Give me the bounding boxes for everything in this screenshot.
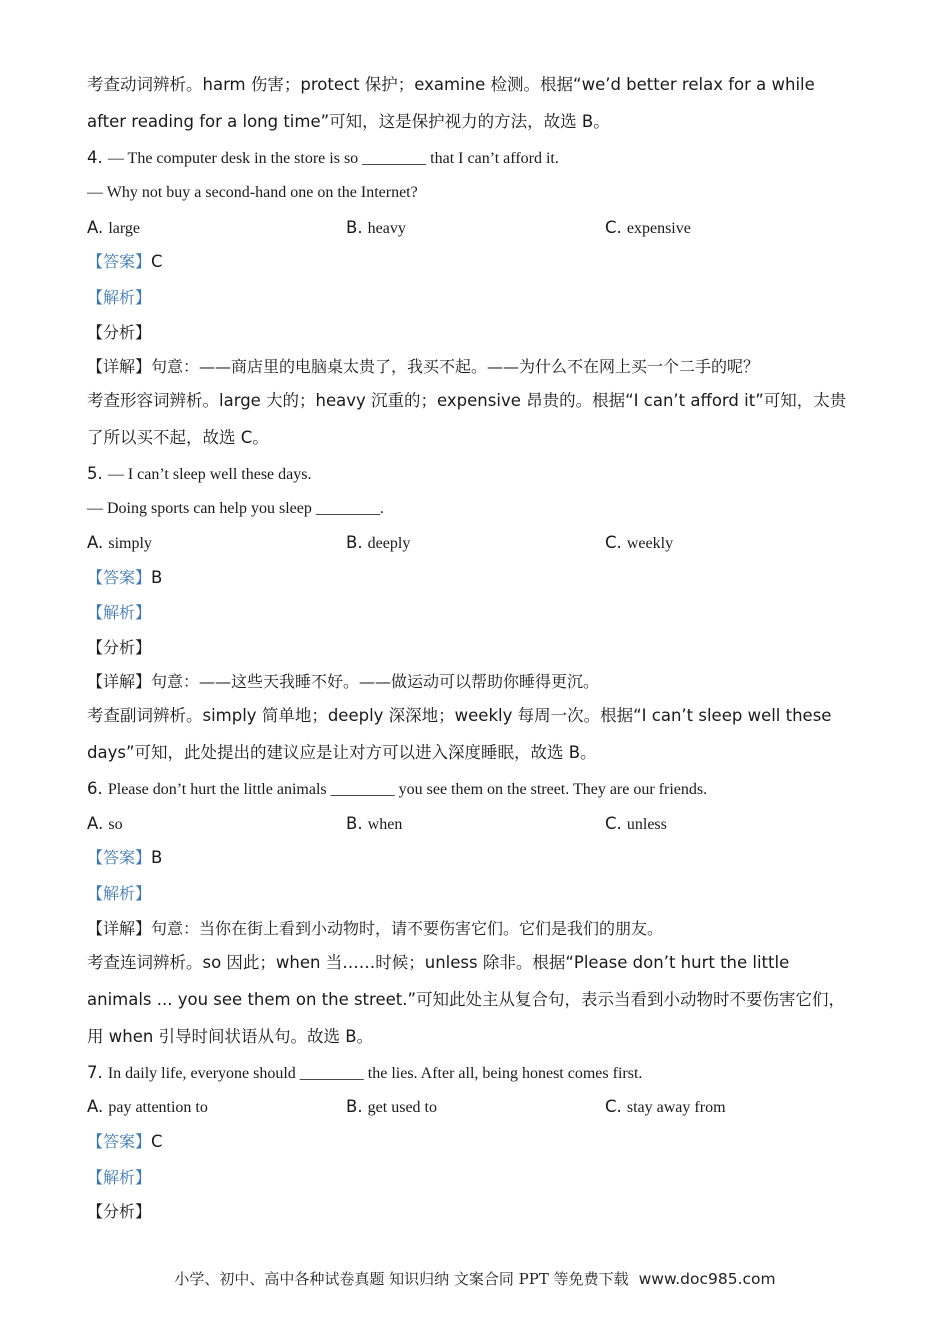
analysis-label: 【解析】 xyxy=(87,884,152,903)
page-footer xyxy=(0,1268,950,1289)
explanation-line: 考查形容词辨析。large 大的；heavy 沉重的；expensive 昂贵的。根据“I can’t afford it”可知，太贵 xyxy=(87,391,847,410)
question-reply: — Why not buy a second-hand one on the Internet? xyxy=(87,184,418,201)
question-number: 6. xyxy=(87,779,103,798)
answer-line: 【答案】C xyxy=(87,252,163,271)
question-text: Please don’t hurt the little animals ________ you see them on the street. They are our friends. xyxy=(107,781,708,798)
option-b: B. get used to xyxy=(346,1097,437,1116)
answer-line: 【答案】B xyxy=(87,568,163,587)
option-a: A. simply xyxy=(87,533,152,552)
option-a: A. large xyxy=(87,218,141,237)
explanation-line: 用 when 引导时间状语从句。故选 B。 xyxy=(87,1027,374,1046)
explanation-line: after reading for a long time”可知，这是保护视力的方法，故选 B。 xyxy=(87,112,610,131)
explanation-line: 考查连词辨析。so 因此；when 当……时候；unless 除非。根据“Please don’t hurt the little xyxy=(87,953,790,972)
analysis-label: 【解析】 xyxy=(87,1168,152,1187)
detail-line: 【详解】句意：当你在街上看到小动物时，请不要伤害它们。它们是我们的朋友。 xyxy=(87,919,664,938)
question-6 xyxy=(87,778,707,801)
detail-line: 【详解】句意：——商店里的电脑桌太贵了，我买不起。——为什么不在网上买一个二手的呢？ xyxy=(87,357,760,376)
option-c: C. weekly xyxy=(605,533,674,552)
option-c: C. expensive xyxy=(605,218,691,237)
explanation-line: days”可知，此处提出的建议应是让对方可以进入深度睡眠，故选 B。 xyxy=(87,743,597,762)
explanation-line: 考查副词辨析。simply 简单地；deeply 深深地；weekly 每周一次。根据“I can’t sleep well these xyxy=(87,706,832,725)
fenxi-label: 【分析】 xyxy=(87,323,152,342)
question-7 xyxy=(87,1062,642,1085)
question-number: 5. xyxy=(87,464,103,483)
question-text: — The computer desk in the store is so ________ that I can’t afford it. xyxy=(107,150,559,167)
footer-text: 小学、初中、高中各种试卷真题 知识归纳 文案合同 PPT 等免费下载 xyxy=(174,1270,629,1288)
fenxi-label: 【分析】 xyxy=(87,638,152,657)
detail-line: 【详解】句意：——这些天我睡不好。——做运动可以帮助你睡得更沉。 xyxy=(87,672,600,691)
question-number: 4. xyxy=(87,148,103,167)
question-text: In daily life, everyone should ________ the lies. After all, being honest comes first. xyxy=(107,1065,643,1082)
option-b: B. deeply xyxy=(346,533,411,552)
footer-url[interactable]: www.doc985.com xyxy=(638,1270,776,1288)
fenxi-label: 【分析】 xyxy=(87,1202,152,1221)
explanation-line: animals ... you see them on the street.”可知此处主从复合句，表示当看到小动物时不要伤害它们， xyxy=(87,990,846,1009)
answer-line: 【答案】B xyxy=(87,848,163,867)
analysis-label: 【解析】 xyxy=(87,603,152,622)
option-c: C. unless xyxy=(605,814,667,833)
analysis-label: 【解析】 xyxy=(87,288,152,307)
option-c: C. stay away from xyxy=(605,1097,726,1116)
option-a: A. pay attention to xyxy=(87,1097,208,1116)
option-b: B. when xyxy=(346,814,403,833)
explanation-line: 考查动词辨析。harm 伤害；protect 保护；examine 检测。根据“we’d better relax for a while xyxy=(87,75,815,94)
explanation-line: 了所以买不起，故选 C。 xyxy=(87,428,269,447)
answer-line: 【答案】C xyxy=(87,1132,163,1151)
question-5 xyxy=(87,463,311,486)
question-reply: — Doing sports can help you sleep ________. xyxy=(87,500,384,517)
question-number: 7. xyxy=(87,1063,103,1082)
option-a: A. so xyxy=(87,814,123,833)
option-b: B. heavy xyxy=(346,218,406,237)
question-4 xyxy=(87,147,559,170)
question-text: — I can’t sleep well these days. xyxy=(107,466,312,483)
